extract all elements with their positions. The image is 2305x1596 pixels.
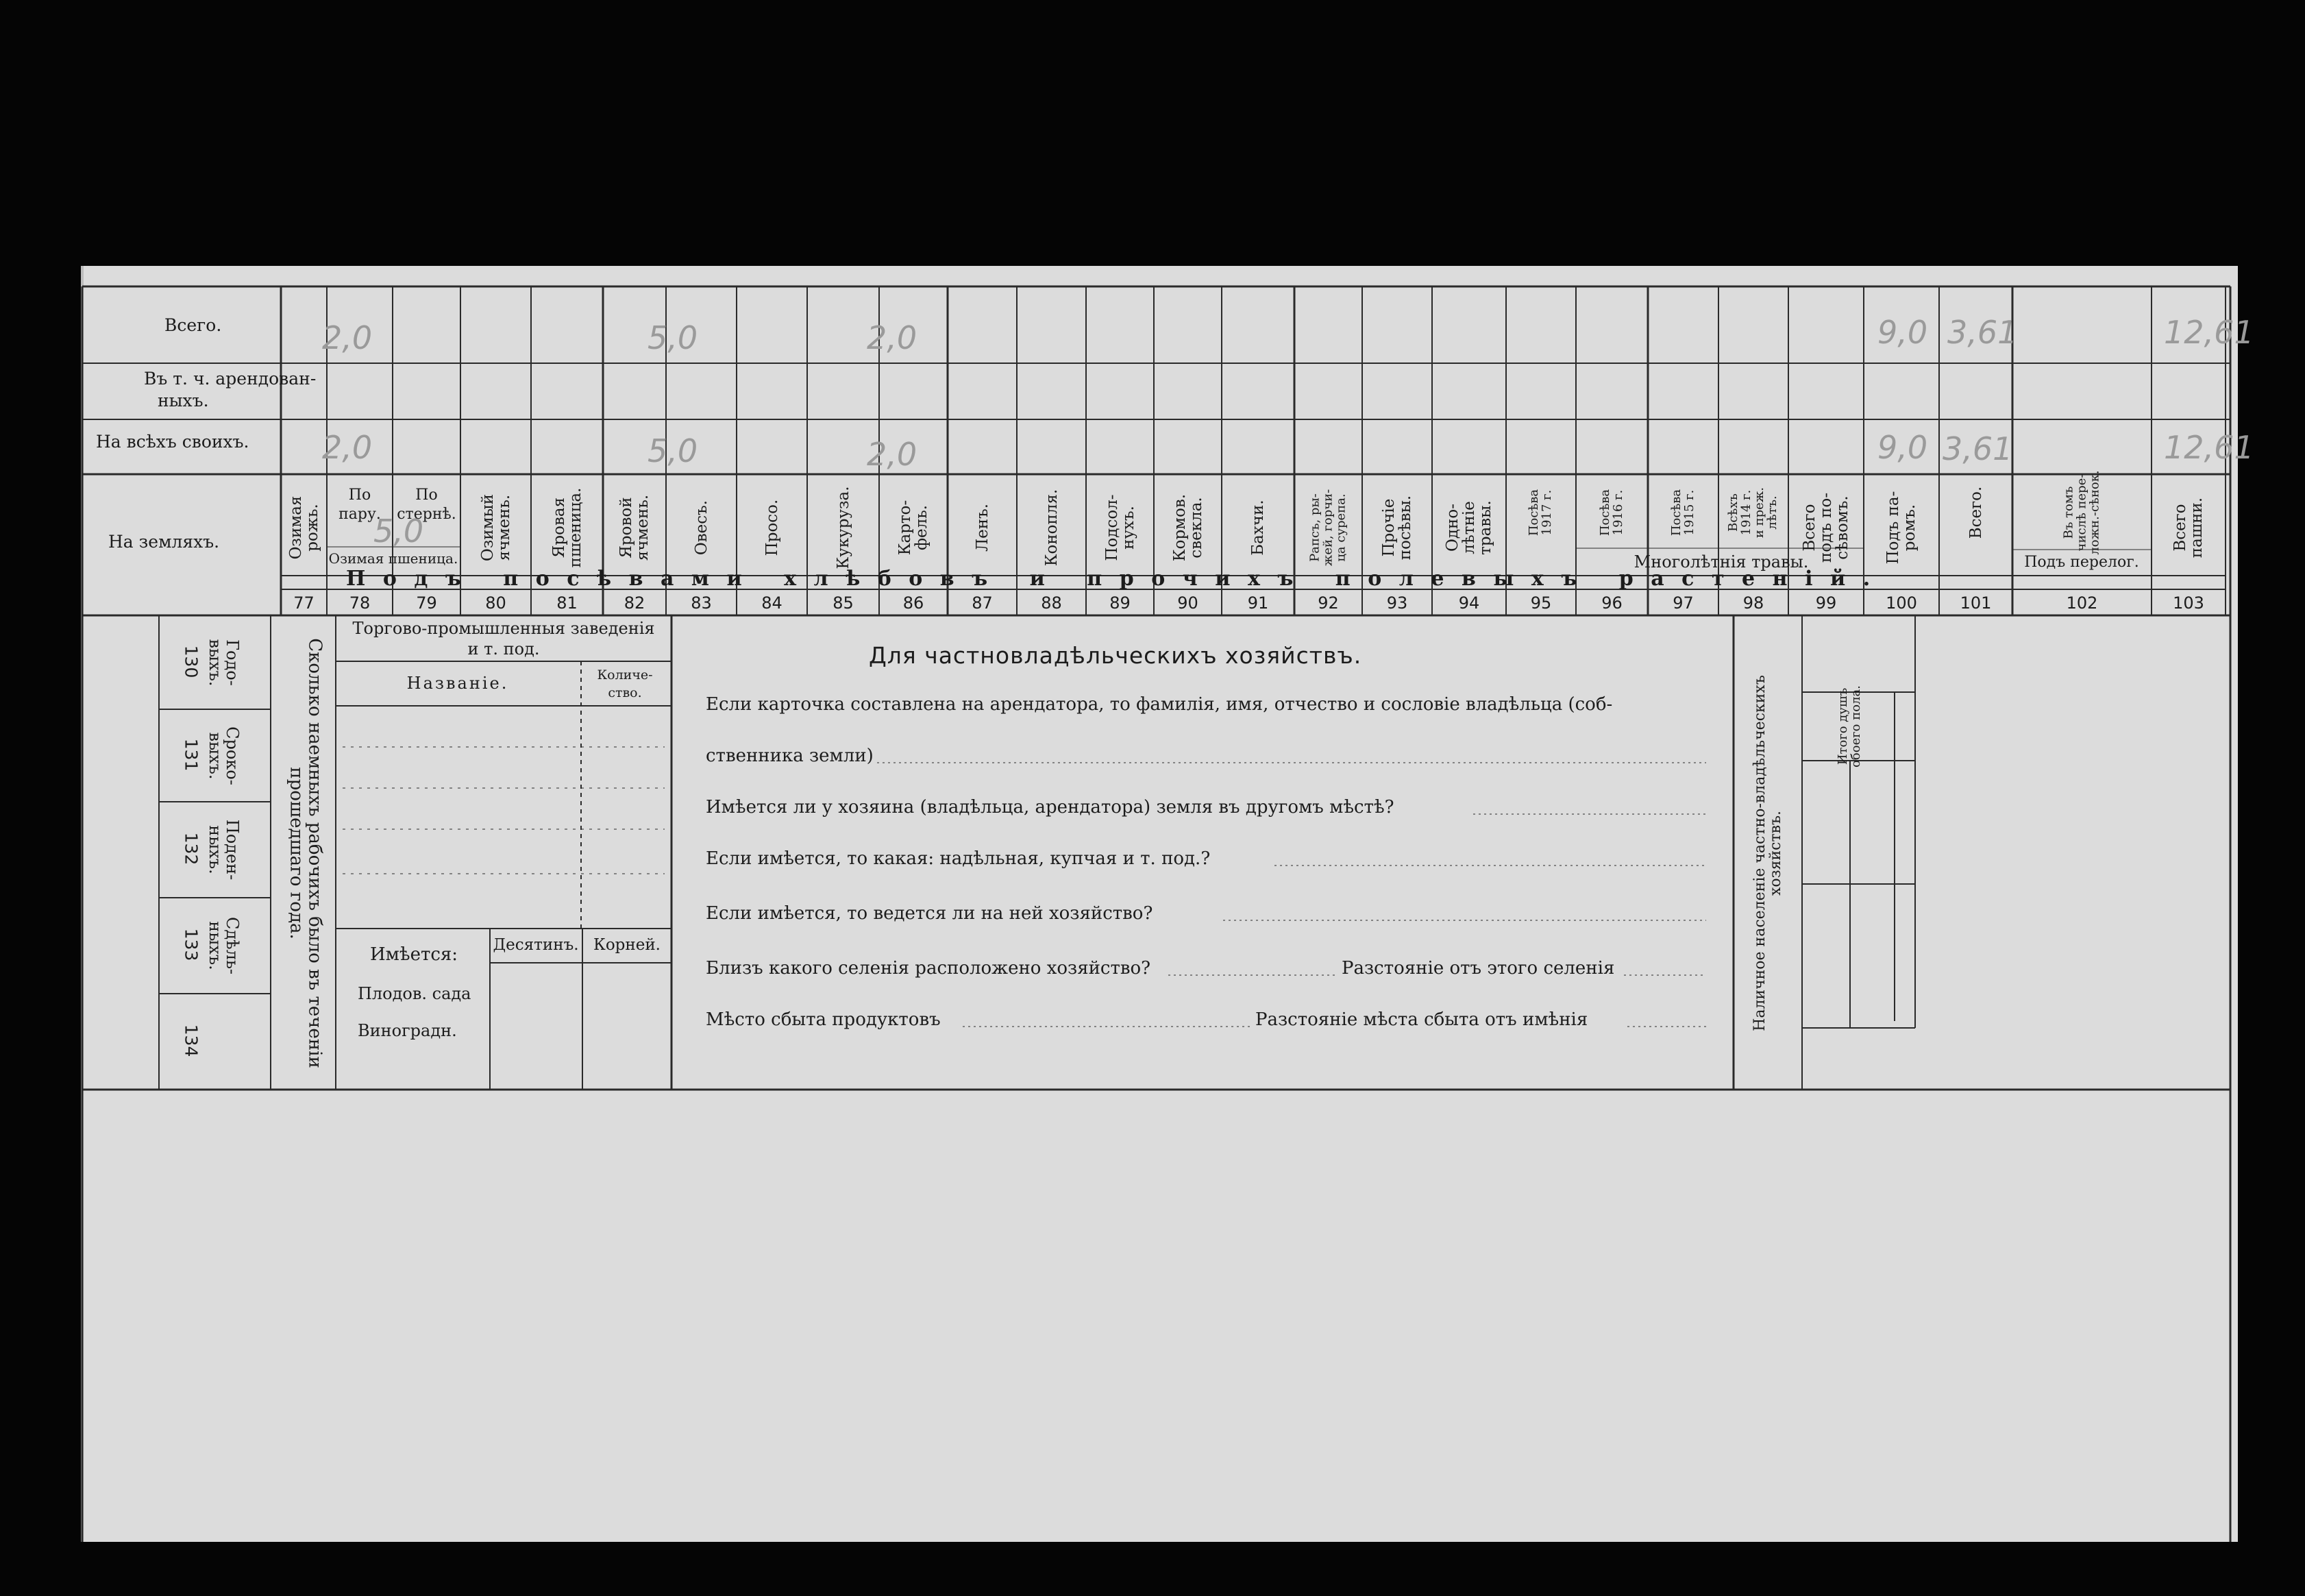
column-number: 94 <box>1458 593 1480 613</box>
header-c94 <box>1444 500 1494 555</box>
worker-type-label <box>206 726 241 785</box>
worker-type-label-line: Сроко- <box>223 726 243 785</box>
header-c83 <box>693 500 709 555</box>
header-c82 <box>618 495 651 561</box>
column-number: 79 <box>416 593 437 613</box>
header-c93-line: посѣвы. <box>1396 495 1414 561</box>
header-c90-line: свекла. <box>1187 497 1205 558</box>
header-c96-line: 1916 г. <box>1610 489 1625 536</box>
column-number: 95 <box>1530 593 1552 613</box>
column-number: 98 <box>1742 593 1764 613</box>
worker-type-label <box>206 820 241 880</box>
row-label-own: На всѣхъ своихъ. <box>96 432 249 452</box>
header-c102-line: Въ томъ <box>2061 486 2076 539</box>
header-c87-line: Ленъ. <box>973 503 991 552</box>
header-c81 <box>550 488 583 568</box>
header-c86 <box>897 500 930 556</box>
trade-title-2: и т. под. <box>467 639 540 659</box>
private-q2: Имѣется ли у хозяина (владѣльца, арендатора) земля въ другомъ мѣстѣ? <box>706 797 1394 818</box>
header-c79: По <box>415 487 438 504</box>
header-c98-line: и преж. <box>1752 487 1766 539</box>
row-label-lands: На земляхъ. <box>108 532 220 552</box>
column-number: 77 <box>293 593 315 613</box>
header-c100 <box>1885 491 1918 565</box>
header-c95-line: 1917 г. <box>1540 489 1554 536</box>
worker-number: 133 <box>181 928 201 961</box>
header-c94-line: Одно- <box>1443 504 1462 552</box>
header-c86-line: фель. <box>913 504 930 551</box>
handwritten-value: 9,0 <box>1877 314 1928 351</box>
header-c99-line: Всего <box>1800 504 1819 552</box>
column-number: 92 <box>1318 593 1339 613</box>
header-winter-wheat: Озимая пшеница. <box>328 550 458 567</box>
handwritten-value: 3,61 <box>1943 430 2013 467</box>
column-number: 103 <box>2173 593 2204 613</box>
header-c81-line: Яровая <box>550 497 568 558</box>
worker-number: 130 <box>181 645 201 678</box>
trade-title: Торгово-промышленныя заведенія <box>352 619 655 638</box>
private-q5-distance: Разстояніе отъ этого селенія <box>1342 958 1615 979</box>
header-c83-line: Овесъ. <box>692 500 711 556</box>
column-number: 91 <box>1247 593 1269 613</box>
header-c98-line: лѣтъ. <box>1764 495 1779 530</box>
column-number: 82 <box>624 593 645 613</box>
worker-type-label-line: Сдѣль- <box>223 916 243 975</box>
header-c77 <box>287 496 320 560</box>
population-title <box>1752 675 1784 1031</box>
private-q6-distance: Разстояніе мѣста сбыта отъ имѣнія <box>1255 1009 1588 1030</box>
trade-name-header: Названіе. <box>406 674 509 693</box>
private-q6: Мѣсто сбыта продуктовъ <box>706 1009 941 1030</box>
population-title-line: хозяйствъ. <box>1767 810 1784 896</box>
handwritten-value: 5,0 <box>648 319 698 356</box>
worker-type-label-line: выхъ. <box>206 731 225 780</box>
column-number: 86 <box>902 593 924 613</box>
orchard-has-label: Имѣется: <box>370 944 458 965</box>
header-c101-line: Всего. <box>1967 486 1985 539</box>
orchard-korney-header: Корней. <box>593 936 661 954</box>
header-c98 <box>1727 487 1779 538</box>
private-q3: Если имѣется, то какая: надѣльная, купчая и т. под.? <box>706 848 1211 869</box>
handwritten-value: 2,0 <box>867 436 917 473</box>
orchard-fruit-label: Плодов. сада <box>358 984 471 1003</box>
header-c85 <box>835 486 851 569</box>
handwritten-value: 5,0 <box>648 432 698 469</box>
worker-number: 131 <box>181 738 201 771</box>
orchard-desyatin-header: Десятинъ. <box>493 936 579 954</box>
population-title-line: Наличное населеніе частно-владѣльческихъ <box>1751 675 1768 1031</box>
header-c89 <box>1103 494 1136 561</box>
header-c85-line: Кукуруза. <box>834 486 852 569</box>
worker-type-label <box>206 639 241 686</box>
column-number: 84 <box>761 593 782 613</box>
header-c91 <box>1250 500 1266 555</box>
column-number: 78 <box>349 593 371 613</box>
header-c88 <box>1043 489 1059 567</box>
handwritten-value: 2,0 <box>322 319 373 356</box>
header-c91-line: Бахчи. <box>1248 500 1267 556</box>
column-number: 90 <box>1177 593 1198 613</box>
header-c101 <box>1967 487 1984 539</box>
header-c82-line: Яровой <box>617 497 635 558</box>
header-c92-line: жей, горчи- <box>1320 489 1335 567</box>
header-c102-line: ложн.-сѣнок. <box>2086 470 2101 555</box>
handwritten-value: 12,61 <box>2164 429 2254 466</box>
header-c100-line: Подъ па- <box>1884 491 1902 565</box>
column-number: 97 <box>1673 593 1694 613</box>
header-c82-line: ячмень. <box>634 494 652 561</box>
header-c92-line: ца сурепа. <box>1333 493 1348 562</box>
header-c97 <box>1668 489 1697 537</box>
column-number: 93 <box>1386 593 1408 613</box>
header-c98-line: Всѣхъ <box>1726 493 1741 532</box>
header-c89-line: Подсол- <box>1102 494 1121 561</box>
header-c93-line: Прочіе <box>1379 498 1398 557</box>
orchard-vineyard-label: Виноградн. <box>358 1021 457 1040</box>
header-c84 <box>763 500 780 556</box>
handwritten-value: 2,0 <box>322 429 373 466</box>
private-q1: Если карточка составлена на арендатора, то фамилія, имя, отчество и сословіе владѣльца (соб- <box>706 694 1613 715</box>
column-number: 80 <box>485 593 506 613</box>
header-c93 <box>1381 495 1414 561</box>
column-number: 89 <box>1109 593 1131 613</box>
header-c96 <box>1599 489 1625 536</box>
header-c103-line: Всего <box>2171 504 2189 552</box>
header-c80-line: Озимый <box>478 493 497 562</box>
header-c99 <box>1801 493 1851 563</box>
header-under-fallow: Подъ перелог. <box>2024 554 2139 571</box>
worker-type-label <box>206 917 241 974</box>
header-c94-line: травы. <box>1477 500 1495 555</box>
hired-workers-title-line: Сколько наемныхъ рабочихъ было въ теченіи <box>304 638 325 1068</box>
header-c87 <box>974 504 990 552</box>
header-c98-line: 1914 г. <box>1739 489 1754 536</box>
header-c97-line: 1915 г. <box>1681 489 1697 536</box>
header-c99-line: сѣвомъ. <box>1834 495 1852 560</box>
header-c94-line: лѣтніе <box>1459 501 1478 554</box>
column-number: 81 <box>556 593 578 613</box>
handwritten-value: 5,0 <box>373 513 424 550</box>
worker-number: 134 <box>181 1024 201 1057</box>
header-c80 <box>479 494 512 561</box>
header-band-title: Подъ посѣвами хлѣбовъ и прочихъ полевыхъ растеній. <box>346 567 1888 591</box>
header-c102-line: числѣ пере- <box>2074 474 2089 552</box>
column-number: 100 <box>1886 593 1917 613</box>
hired-workers-title <box>286 638 324 1068</box>
worker-type-label-line: Годо- <box>223 639 243 686</box>
header-c81-line: пшеница. <box>566 487 584 568</box>
population-both-sexes <box>1837 685 1863 768</box>
trade-qty-header: Количе- <box>597 667 653 683</box>
private-title: Для частновладѣльческихъ хозяйствъ. <box>869 642 1362 669</box>
header-c95-line: Посѣва <box>1527 489 1542 537</box>
header-c100-line: ромъ. <box>1901 504 1919 552</box>
header-c78: По <box>348 487 371 504</box>
header-c78: пару. <box>338 506 381 523</box>
header-c89-line: нухъ. <box>1119 506 1137 550</box>
handwritten-value: 9,0 <box>1877 429 1928 466</box>
worker-type-label-line: выхъ. <box>206 638 225 687</box>
header-c103-line: пашни. <box>2188 497 2206 558</box>
header-c77-line: рожь. <box>303 504 321 552</box>
header-c97-line: Посѣва <box>1668 489 1684 537</box>
header-c90 <box>1171 494 1204 561</box>
header-perennial-grasses: Многолѣтнія травы. <box>1634 552 1809 572</box>
row-label-total: Всего. <box>164 315 222 335</box>
header-c92 <box>1309 489 1348 566</box>
column-number: 83 <box>691 593 712 613</box>
row-label-leased: Въ т. ч. арендован- <box>144 369 317 389</box>
header-c92-line: Рапсъ, ры- <box>1307 493 1322 562</box>
worker-type-label-line: Поден- <box>223 819 243 881</box>
private-q5: Близъ какого селенія расположено хозяйство? <box>706 958 1151 979</box>
header-c86-line: Карто- <box>896 500 914 556</box>
header-c102 <box>2062 470 2101 554</box>
header-c99-line: подъ по- <box>1816 492 1835 563</box>
header-c77-line: Озимая <box>286 495 305 560</box>
row-label-leased-2: ныхъ. <box>158 391 209 410</box>
header-c88-line: Конопля. <box>1042 489 1061 567</box>
population-both-sexes-line: обоего пола. <box>1849 685 1863 768</box>
column-number: 85 <box>833 593 854 613</box>
column-number: 88 <box>1041 593 1062 613</box>
worker-type-label-line: ныхъ. <box>206 825 225 874</box>
header-c80-line: ячмень. <box>495 494 513 561</box>
header-c84-line: Просо. <box>763 499 781 556</box>
header-c96-line: Посѣва <box>1597 489 1612 537</box>
column-number: 87 <box>972 593 993 613</box>
worker-number: 132 <box>181 832 201 865</box>
header-c95 <box>1528 489 1554 536</box>
column-number: 99 <box>1815 593 1837 613</box>
handwritten-value: 12,61 <box>2164 314 2254 351</box>
worker-type-label-line: ныхъ. <box>206 921 225 970</box>
handwritten-value: 2,0 <box>867 319 917 356</box>
column-number: 101 <box>1960 593 1992 613</box>
trade-qty-header-2: ство. <box>608 685 642 700</box>
header-c90-line: Кормов. <box>1170 493 1189 562</box>
population-both-sexes-line: Итого душъ <box>1836 687 1851 765</box>
column-number: 102 <box>2066 593 2098 613</box>
header-c103 <box>2172 498 2205 558</box>
private-q4: Если имѣется, то ведется ли на ней хозяйство? <box>706 903 1153 924</box>
hired-workers-title-line: прошедшаго года. <box>286 767 306 940</box>
handwritten-value: 3,61 <box>1947 314 2018 351</box>
column-number: 96 <box>1601 593 1623 613</box>
header-c79: стернѣ. <box>397 506 456 523</box>
private-q1-cont: ственника земли) <box>706 746 874 766</box>
